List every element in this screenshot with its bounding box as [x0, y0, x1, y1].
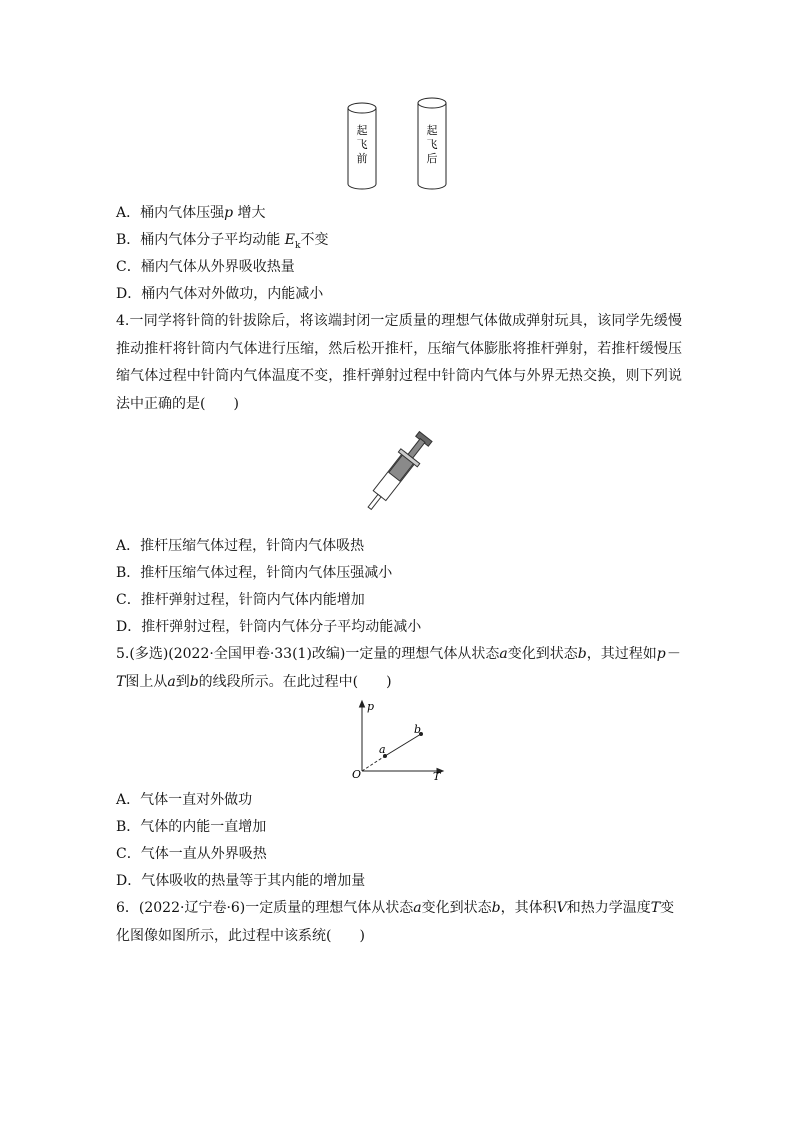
q5-option-c: C．气体一直从外界吸热: [116, 846, 267, 862]
graph-segment-ab: [385, 734, 421, 756]
q5-option-b: B．气体的内能一直增加: [116, 819, 267, 835]
cyl-before-char-3: 前: [356, 152, 368, 165]
q3-option-b: [116, 230, 328, 256]
q3-option-b-var: E: [284, 232, 295, 248]
q4-option-c: C．推杆弹射过程，针筒内气体内能增加: [116, 592, 365, 608]
q4-option-a: A．推杆压缩气体过程，针筒内气体吸热: [116, 538, 365, 554]
q5-stem-e: 到: [175, 673, 190, 690]
q5-stem-f: 的线段所示。在此过程中( ): [198, 673, 392, 690]
cyl-after-char-1: 起: [426, 124, 438, 137]
q3-option-b-suffix: 不变: [300, 232, 329, 248]
cylinders-figure: [340, 96, 460, 196]
graph-label-b: b: [414, 723, 422, 736]
q3-option-d: [116, 284, 323, 304]
q5-var-a: a: [499, 646, 508, 662]
q5-stem: [116, 641, 682, 696]
cyl-before-char-2: 飞: [356, 138, 368, 151]
graph-label-o: O: [352, 768, 362, 780]
q3-option-a-text: A．桶内气体压强: [116, 205, 225, 221]
q5-var-a2: a: [167, 673, 176, 690]
q6-var-a: a: [413, 900, 422, 916]
q4-option-b: B．推杆压缩气体过程，针筒内气体压强减小: [116, 565, 393, 581]
graph-label-t: T: [433, 770, 441, 780]
q5-stem-d: 图上从: [125, 673, 168, 690]
q3-option-c-text: C．桶内气体从外界吸收热量: [116, 259, 295, 275]
cyl-after-char-2: 飞: [426, 138, 438, 151]
q6-var-t: T: [650, 900, 661, 916]
q3-option-a: [116, 203, 266, 223]
q5-var-b: b: [577, 646, 587, 662]
graph-label-a: a: [379, 743, 386, 756]
syringe-figure: [348, 422, 448, 524]
q5-var-pt: p－T: [116, 646, 680, 690]
q5-stem-a: 5.(多选)(2022·全国甲卷·33(1)改编)一定量的理想气体从状态: [116, 646, 500, 662]
q3-option-a-suffix: 增大: [233, 205, 266, 221]
cyl-after-char-3: 后: [426, 152, 438, 165]
q5-option-d: D．气体吸收的热量等于其内能的增加量: [116, 873, 366, 889]
q6-stem-d: 和热力学温度: [566, 900, 651, 916]
q6-stem-c: ，其体积: [500, 900, 557, 916]
q6-var-v: V: [556, 900, 567, 916]
q5-option-a: A．气体一直对外做功: [116, 792, 253, 808]
q3-option-c: [116, 257, 295, 277]
q3-option-d-text: D．桶内气体对外做功，内能减小: [116, 286, 324, 302]
q5-stem-b: 变化到状态: [507, 646, 578, 662]
graph-dashed-line: [362, 756, 385, 771]
graph-label-p: p: [367, 700, 375, 713]
q3-option-b-sub: k: [294, 240, 301, 251]
q6-stem-a: 6．(2022·辽宁卷·6)一定质量的理想气体从状态: [116, 900, 414, 916]
cyl-before-char-1: 起: [356, 124, 368, 137]
q5-stem-c: ，其过程如: [586, 646, 657, 662]
q3-option-b-text: B．桶内气体分子平均动能: [116, 232, 285, 248]
q6-stem: [116, 895, 682, 950]
q4-stem: 4.一同学将针筒的针拔除后，将该端封闭一定质量的理想气体做成弹射玩具，该同学先缓慢推动推杆将针筒内气体进行压缩，然后松开推杆，压缩气体膨胀将推杆弹射，若推杆缓慢压缩气体过程中针筒内气体温度不变，推杆弹射过程中针筒内气体与外界无热交换，则下列说法中正确的是( ): [116, 313, 682, 412]
q6-var-b: b: [491, 900, 501, 916]
q4-option-d: D．推杆弹射过程，针筒内气体分子平均动能减小: [116, 619, 422, 635]
q6-stem-e: 变化图像如图所示，此过程中该系统( ): [116, 900, 675, 944]
syringe-tip: [368, 494, 381, 509]
q5-var-b2: b: [189, 673, 199, 690]
q5-pt-graph: [346, 698, 450, 780]
q3-option-a-var: p: [224, 205, 234, 221]
q6-stem-b: 变化到状态: [421, 900, 492, 916]
